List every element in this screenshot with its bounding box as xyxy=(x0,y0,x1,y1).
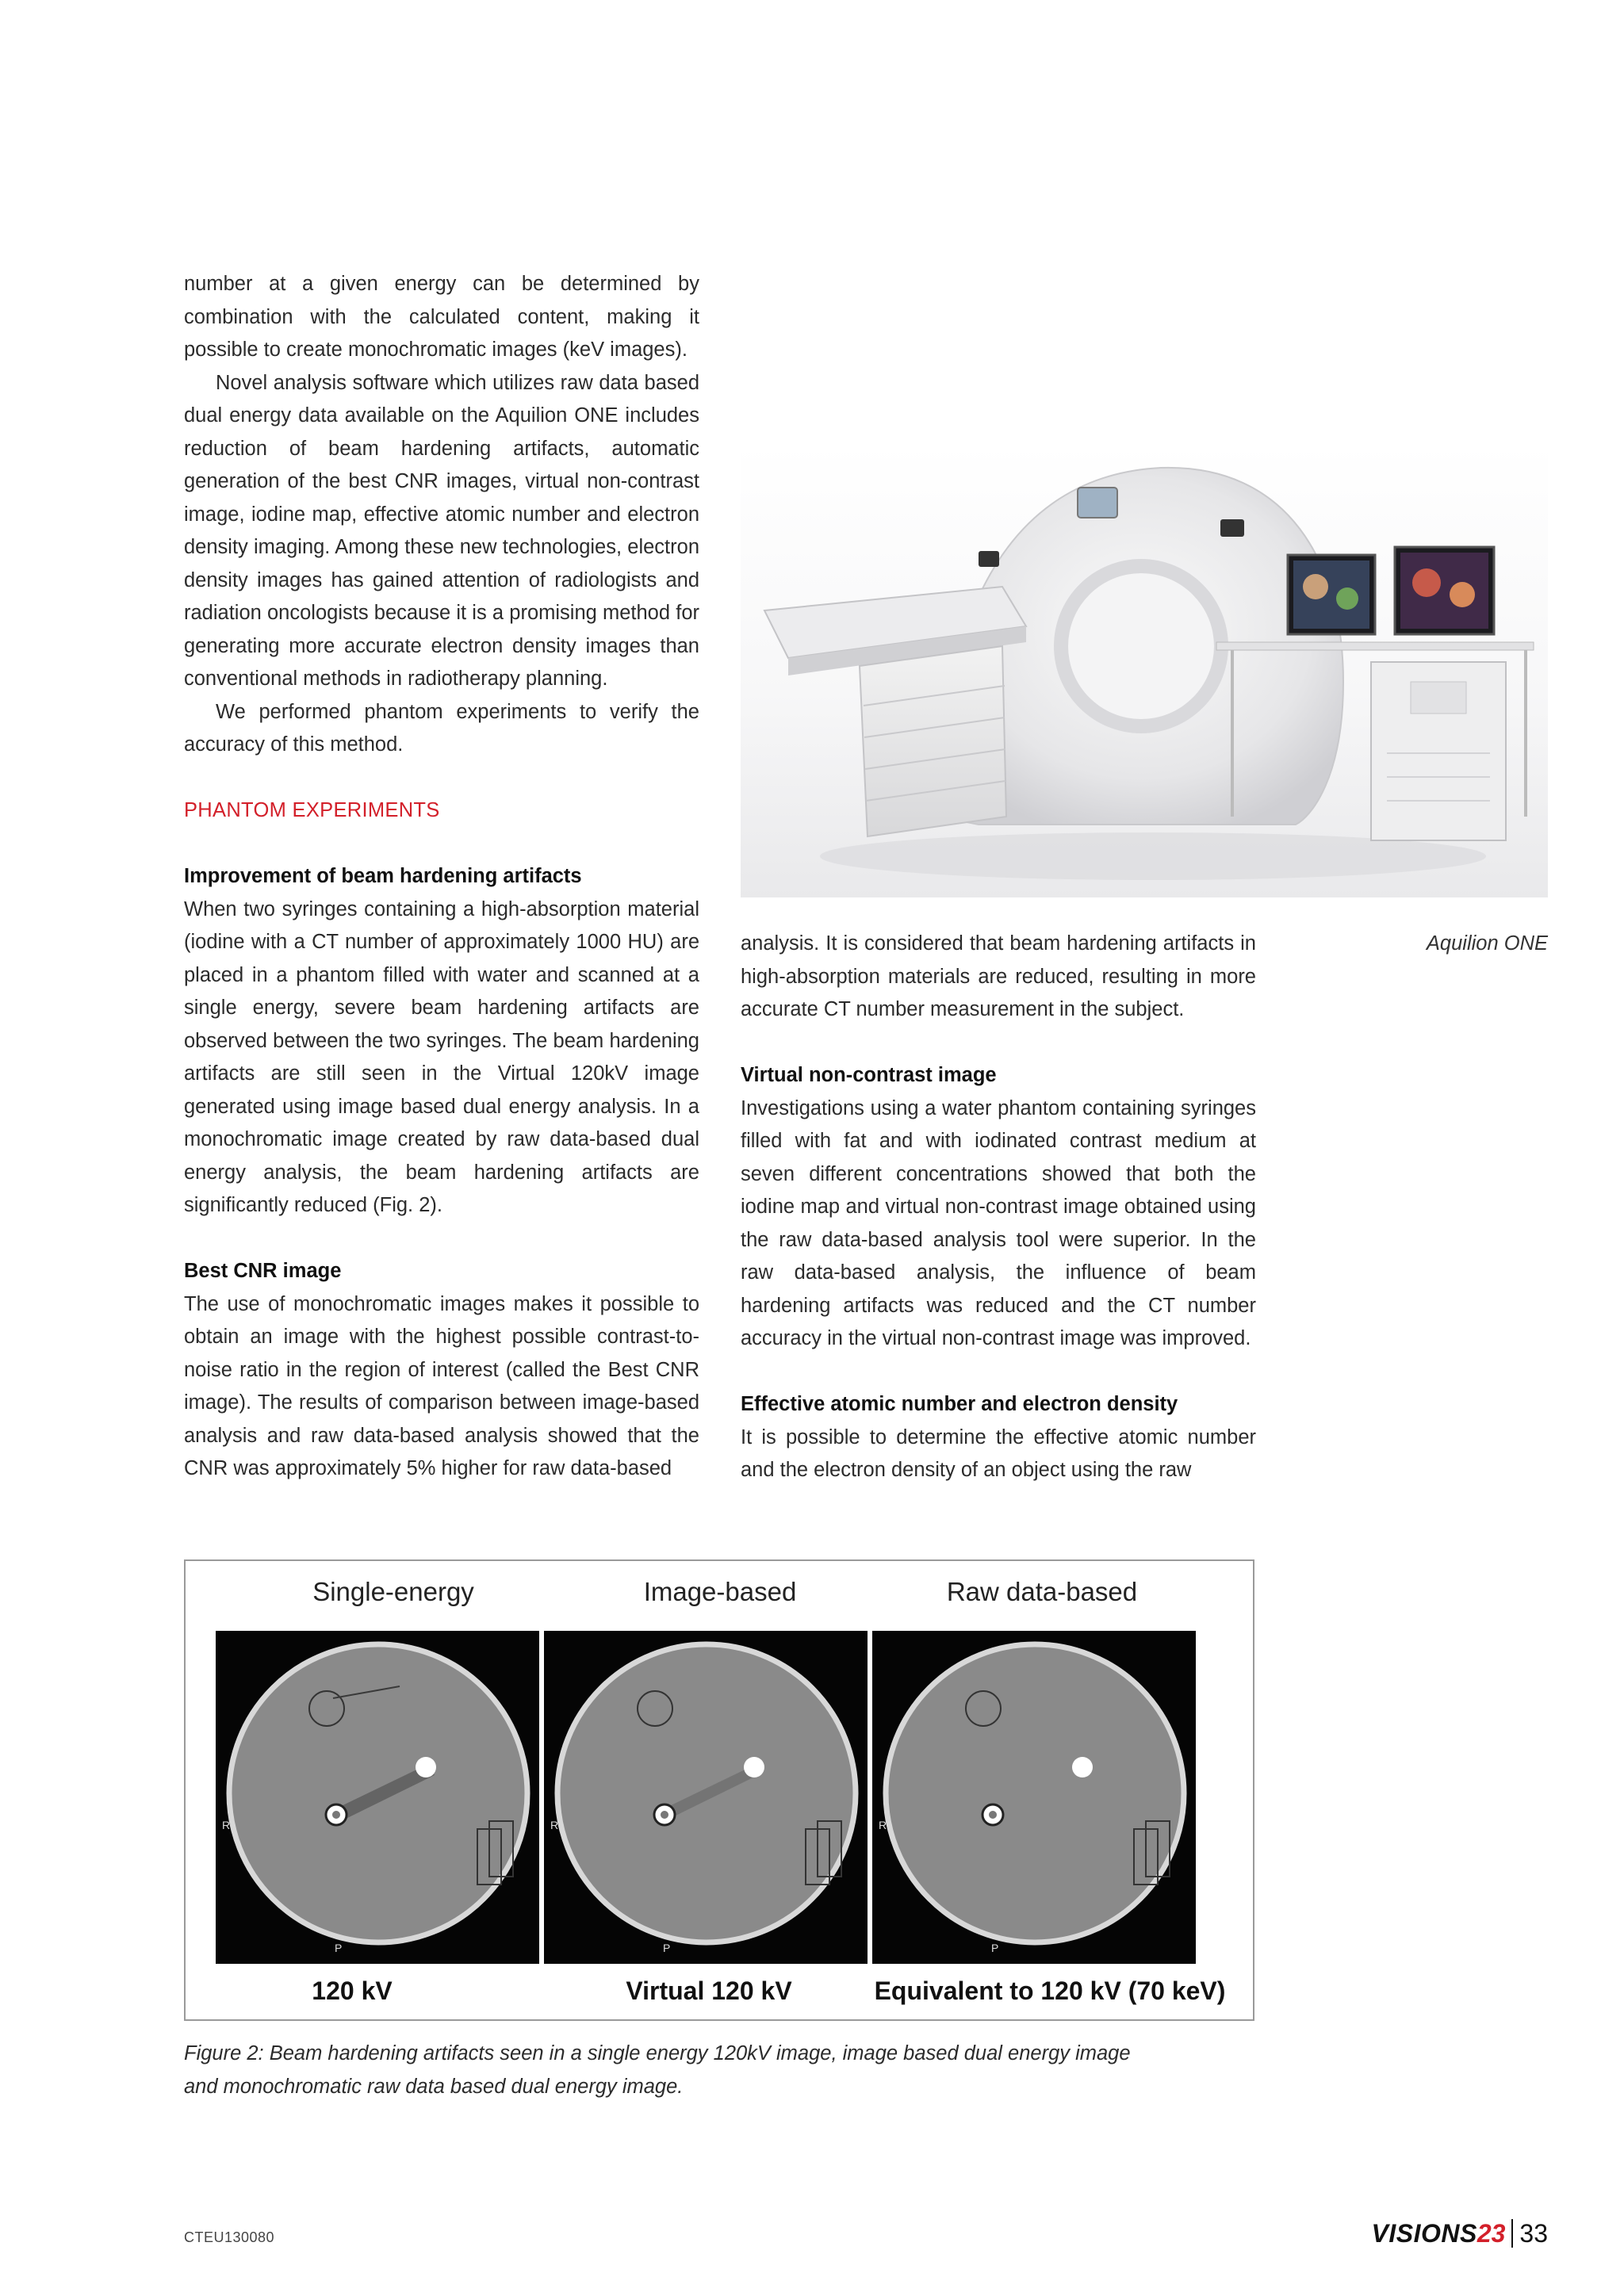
divider xyxy=(1511,2219,1513,2248)
paragraph: We performed phantom experiments to verify the accuracy of this method. xyxy=(184,700,699,756)
subsection-heading: Effective atomic number and electron density xyxy=(741,1393,1178,1415)
ct-image-raw-data-based xyxy=(872,1631,1196,1964)
paragraph: number at a given energy can be determined by combination with the calculated content, making it possible to create monochromatic images (keV images). xyxy=(184,273,699,361)
section-title: PHANTOM EXPERIMENTS xyxy=(184,799,440,821)
panel-label-equivalent-120kv: Equivalent to 120 kV (70 keV) xyxy=(874,1976,1226,2005)
page-number: 33 xyxy=(1519,2219,1548,2248)
subsection-heading: Best CNR image xyxy=(184,1260,342,1282)
paragraph: Investigations using a water phantom containing syringes filled with fat and with iodinated contrast medium at seven different concentrations showed that both the iodine map and virtual non-contrast image obtained using the raw data-based analysis tool were superior. In the raw data-based analysis, the influence of beam hardening artifacts was reduced and the CT number accuracy in the virtual non-contrast image was improved. xyxy=(741,1096,1256,1349)
text-column-right xyxy=(741,928,1256,1487)
ct-scanner-illustration xyxy=(741,444,1548,897)
orientation-r-label: R xyxy=(550,1819,559,1831)
figure-2 xyxy=(184,1559,1254,2021)
ct-image-image-based xyxy=(544,1631,868,1964)
magazine-brand xyxy=(1372,2218,1549,2249)
orientation-p-label: P xyxy=(335,1942,343,1954)
paragraph: analysis. It is considered that beam hardening artifacts in high-absorption materials are reduced, resulting in more accurate CT number measurement in the subject. xyxy=(741,932,1256,1020)
orientation-r-label: R xyxy=(879,1819,887,1831)
ct-image-single-energy xyxy=(216,1631,539,1964)
figure-caption-line: Figure 2: Beam hardening artifacts seen in a single energy 120kV image, image based dual energy image xyxy=(184,2042,1131,2064)
figure-caption xyxy=(184,2038,1294,2103)
subsection-heading: Virtual non-contrast image xyxy=(741,1064,997,1086)
panel-title-single-energy: Single-energy xyxy=(312,1577,474,1606)
subsection-heading: Improvement of beam hardening artifacts xyxy=(184,865,582,887)
panel-label-virtual-120kv: Virtual 120 kV xyxy=(626,1976,792,2005)
paragraph: When two syringes containing a high-absorption material (iodine with a CT number of approximately 1000 HU) are placed in a phantom filled with water and scanned at a single energy, severe beam hardening artifacts are observed between the two syringes. The beam hardening artifacts are still seen in the Virtual 120kV image generated using image based dual energy analysis. In a monochromatic image created by raw data-based dual energy analysis, the beam hardening artifacts are significantly reduced (Fig. 2). xyxy=(184,897,699,1216)
paragraph: Novel analysis software which utilizes raw data based dual energy data available on the Aquilion ONE includes reduction of beam hardening artifacts, automatic generation of the best CNR images, virtual non-contrast image, iodine map, effective atomic number and electron density imaging. Among these new technologies, electron density images has gained attention of radiologists and radiation oncologists because it is a promising method for generating more accurate electron density images than conventional methods in radiotherapy planning. xyxy=(184,371,699,690)
text-column-left xyxy=(184,268,699,1486)
brand-issue-number: 23 xyxy=(1477,2219,1506,2248)
paragraph: It is possible to determine the effective atomic number and the electron density of an object using the raw xyxy=(741,1425,1256,1481)
orientation-r-label: R xyxy=(222,1819,231,1831)
paragraph: The use of monochromatic images makes it possible to obtain an image with the highest possible contrast-to-noise ratio in the region of interest (called the Best CNR image). The results of comparison between image-based analysis and raw data-based analysis showed that the CNR was approximately 5% higher for raw data-based xyxy=(184,1292,699,1479)
scanner-photo xyxy=(741,444,1548,897)
figure-caption-line: and monochromatic raw data based dual energy image. xyxy=(184,2075,684,2098)
brand-word: VISIONS xyxy=(1371,2219,1477,2248)
panel-title-raw-data-based: Raw data-based xyxy=(946,1577,1138,1606)
document-code: CTEU130080 xyxy=(184,2229,275,2245)
photo-caption: Aquilion ONE xyxy=(1426,932,1548,955)
orientation-p-label: P xyxy=(991,1942,999,1954)
panel-label-120kv: 120 kV xyxy=(312,1976,393,2005)
panel-title-image-based: Image-based xyxy=(643,1577,797,1606)
orientation-p-label: P xyxy=(663,1942,671,1954)
